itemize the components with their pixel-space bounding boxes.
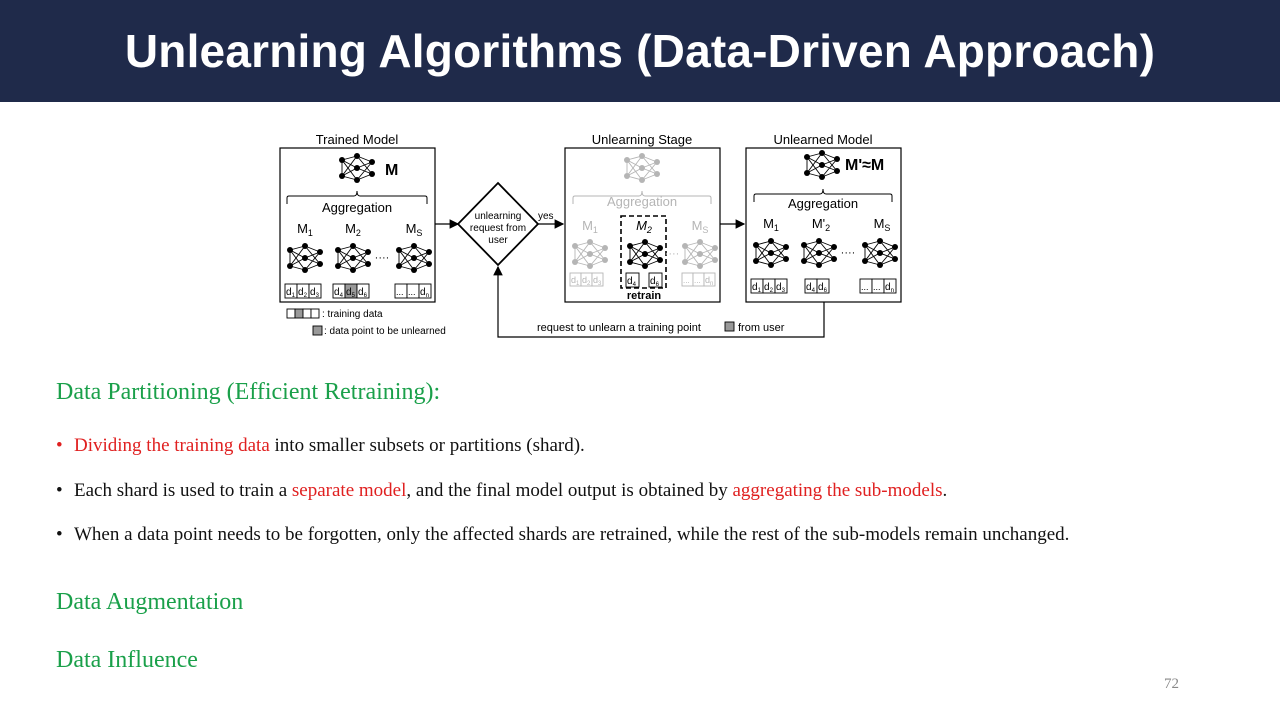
section-heading-augmentation: Data Augmentation: [56, 589, 244, 615]
legend: [287, 309, 446, 337]
submodel-s-label: $M_S$: [691, 218, 709, 235]
svg-text:d6: $d_6$: [818, 282, 827, 294]
neural-network-icon: [682, 239, 718, 269]
submodel-s-label: $M_S$: [873, 216, 891, 233]
trained-model-label: Trained Model: [315, 132, 399, 147]
legend-training-data: : training data: [322, 309, 383, 320]
bullet-3: • When a data point needs to be forgotten, only the affected shards are retrained, while the rest of the sub-models remain unchanged.: [56, 524, 1070, 545]
unlearning-stage-panel: [565, 132, 720, 302]
bullet-marker: •: [56, 480, 63, 501]
svg-text:d1: $d_1$: [571, 275, 580, 287]
svg-text:dn: $d_n$: [420, 287, 429, 299]
svg-text:...: ...: [396, 287, 404, 297]
aggregation-label: Aggregation: [321, 200, 393, 215]
svg-text:...: ...: [683, 276, 690, 285]
submodel-2-label: $M_2$: [345, 221, 361, 238]
svg-text:d4: $d_4$: [806, 282, 815, 294]
feedback-text-user: from user: [738, 322, 785, 334]
bullet-marker: •: [56, 524, 63, 545]
neural-network-icon: [339, 153, 375, 183]
feedback-text: request to unlearn a training point: [537, 322, 701, 334]
neural-network-icon: [396, 243, 432, 273]
shard-s: [682, 273, 715, 287]
svg-text:...: ...: [408, 287, 416, 297]
neural-network-icon: [862, 238, 898, 268]
aggregation-label: Aggregation: [787, 196, 859, 211]
shard-1: [570, 273, 603, 287]
svg-text:...: ...: [873, 282, 881, 292]
svg-text:d3: $d_3$: [776, 282, 785, 294]
shard-s: [860, 279, 896, 294]
svg-text:d3: $d_3$: [310, 287, 319, 299]
svg-text:d1: $d_1$: [752, 282, 761, 294]
section-heading-influence: Data Influence: [56, 647, 198, 673]
svg-text:d4: $d_4$: [334, 287, 343, 299]
svg-text:dn: $d_n$: [705, 275, 714, 287]
submodel-2-label: $M_2$: [636, 218, 652, 235]
submodel-s-label: $M_S$: [405, 221, 423, 238]
unlearned-model-panel: [746, 132, 901, 302]
highlight-text: separate model: [291, 480, 407, 501]
svg-text:d4: $d_4$: [627, 276, 636, 288]
svg-text:d2: $d_2$: [764, 282, 773, 294]
ellipsis: ····: [664, 248, 680, 260]
unlearned-main-model-label: M'≈M: [845, 157, 885, 174]
shard-2: [333, 284, 369, 299]
unlearning-stage-label: Unlearning Stage: [591, 132, 693, 147]
svg-text:d6: $d_6$: [358, 287, 367, 299]
submodel-1-label: $M_1$: [582, 218, 598, 235]
neural-network-icon: [572, 239, 608, 269]
svg-text:...: ...: [694, 276, 701, 285]
legend-unlearn-point: : data point to be unlearned: [324, 326, 446, 337]
page-number: 72: [1164, 676, 1179, 692]
yes-label: yes: [538, 211, 554, 222]
svg-text:dn: $d_n$: [885, 282, 894, 294]
bullet-1: • Dividing the training data into smaller subsets or partitions (shard).: [56, 435, 585, 456]
submodel-2-label: $M'_2$: [811, 216, 831, 233]
unlearned-model-label: Unlearned Model: [773, 132, 873, 147]
slide-title: Unlearning Algorithms (Data-Driven Approach): [124, 25, 1156, 77]
svg-text:d1: $d_1$: [286, 287, 295, 299]
section-heading-partitioning: Data Partitioning (Efficient Retraining):: [56, 379, 441, 405]
svg-text:user: user: [488, 235, 508, 246]
svg-text:unlearning: unlearning: [474, 211, 522, 222]
shard-2: [626, 273, 662, 288]
neural-network-icon: [335, 243, 371, 273]
submodel-1-label: $M_1$: [763, 216, 779, 233]
neural-network-icon: [624, 153, 660, 183]
svg-text:...: ...: [861, 282, 869, 292]
shard-2: [805, 279, 829, 294]
neural-network-icon: [804, 150, 840, 180]
svg-text:d3: $d_3$: [593, 275, 602, 287]
main-model-label: M: [385, 162, 399, 179]
shard-s: [395, 284, 431, 299]
svg-text:d2: $d_2$: [298, 287, 307, 299]
highlight-text: Dividing the training data: [74, 435, 270, 456]
bullet-marker: •: [56, 435, 63, 456]
svg-text:d6: $d_6$: [650, 276, 659, 288]
decision-diamond: [458, 183, 538, 265]
shard-1: [751, 279, 787, 294]
bullet-2: • Each shard is used to train a separate model, and the final model output is obtained by aggregating the sub-models.: [56, 480, 948, 501]
svg-text:request from: request from: [469, 223, 527, 234]
aggregation-label: Aggregation: [606, 194, 678, 209]
neural-network-icon: [801, 238, 837, 268]
ellipsis: ····: [840, 247, 856, 259]
trained-model-panel: [280, 132, 435, 302]
svg-text:d2: $d_2$: [582, 275, 591, 287]
ellipsis: ····: [374, 252, 390, 264]
svg-text:d5: $d_5$: [346, 287, 355, 299]
submodel-1-label: $M_1$: [297, 221, 313, 238]
highlight-text: aggregating the sub-models: [732, 480, 943, 501]
shard-1: [285, 284, 321, 299]
retrain-label: retrain: [626, 290, 662, 302]
neural-network-icon: [627, 239, 663, 269]
neural-network-icon: [287, 243, 323, 273]
neural-network-icon: [753, 238, 789, 268]
